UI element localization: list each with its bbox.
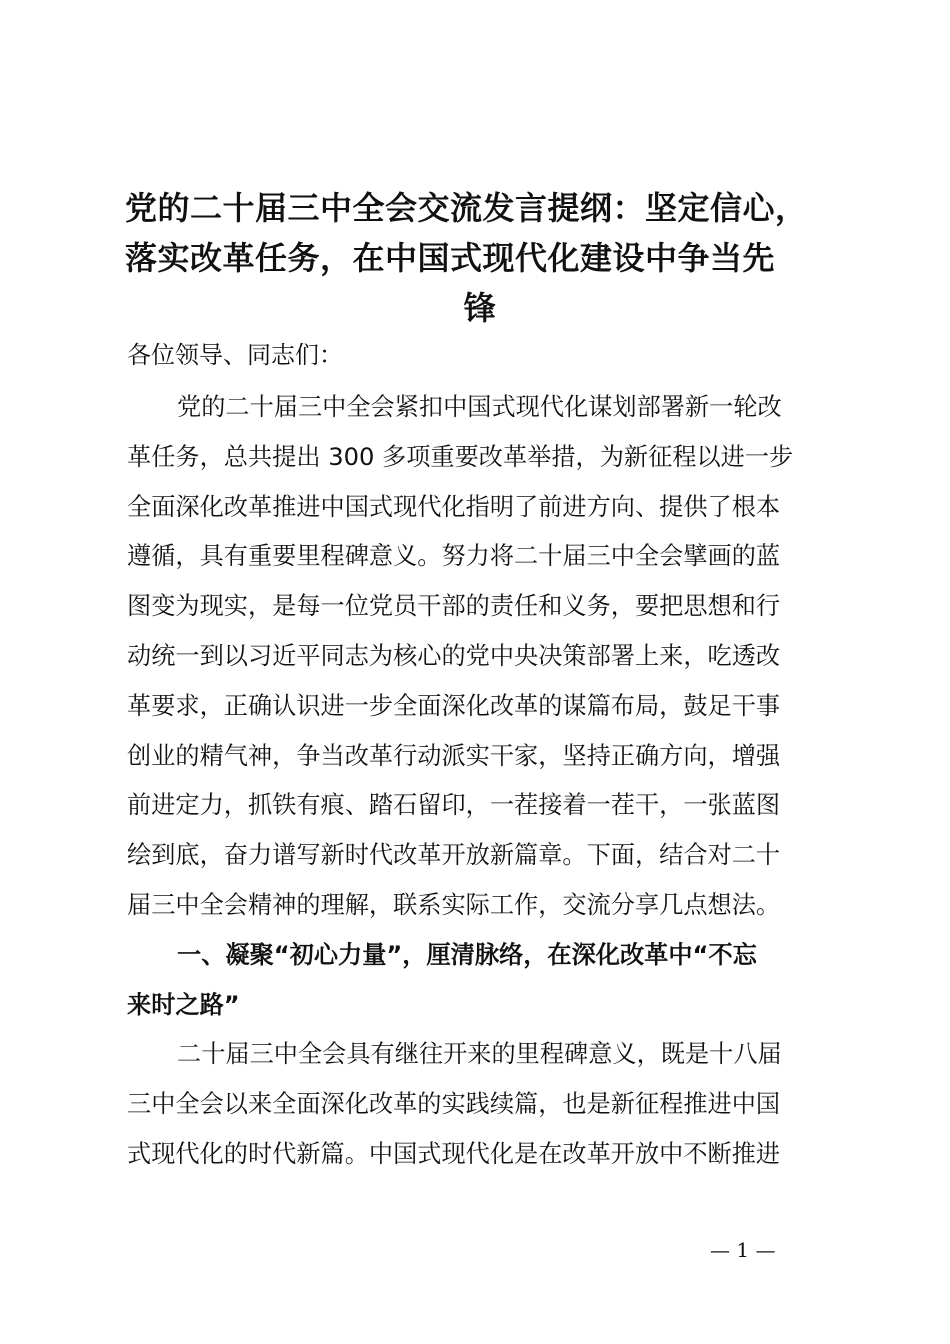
paragraph-line: 届三中全会精神的理解，联系实际工作，交流分享几点想法。 bbox=[127, 890, 781, 919]
paragraph-line: 创业的精气神，争当改革行动派实干家，坚持正确方向，增强 bbox=[127, 741, 781, 770]
document-title bbox=[125, 183, 835, 333]
title-line: 锋 bbox=[463, 289, 497, 327]
section-heading-line: 来时之路” bbox=[127, 990, 240, 1019]
salutation: 各位领导、同志们： bbox=[127, 341, 343, 369]
paragraph-line: 式现代化的时代新篇。中国式现代化是在改革开放中不断推进 bbox=[127, 1139, 781, 1168]
title-line: 落实改革任务，在中国式现代化建设中争当先 bbox=[125, 239, 776, 277]
paragraph-line: 革要求，正确认识进一步全面深化改革的谋篇布局，鼓足干事 bbox=[127, 691, 781, 720]
title-line: 党的二十届三中全会交流发言提纲：坚定信心， bbox=[125, 189, 808, 227]
paragraph-line: 党的二十届三中全会紧扣中国式现代化谋划部署新一轮改 bbox=[177, 393, 782, 421]
section-heading-line: 一、凝聚“初心力量”，厘清脉络，在深化改革中“不忘 bbox=[177, 940, 757, 969]
paragraph-line: 前进定力，抓铁有痕、踏石留印，一茬接着一茬干，一张蓝图 bbox=[127, 791, 781, 820]
paragraph-line: 全面深化改革推进中国式现代化指明了前进方向、提供了根本 bbox=[127, 492, 781, 521]
paragraph-line: 绘到底，奋力谱写新时代改革开放新篇章。下面，结合对二十 bbox=[127, 841, 781, 870]
paragraph-line: 革任务，总共提出 300 多项重要改革举措，为新征程以进一步 bbox=[127, 442, 794, 471]
paragraph-line: 图变为现实，是每一位党员干部的责任和义务，要把思想和行 bbox=[127, 592, 781, 621]
paragraph-line: 二十届三中全会具有继往开来的里程碑意义，既是十八届 bbox=[177, 1040, 782, 1069]
document-body bbox=[127, 383, 837, 1180]
page-number: — 1 — bbox=[710, 1238, 776, 1262]
paragraph-line: 遵循，具有重要里程碑意义。努力将二十届三中全会擘画的蓝 bbox=[127, 542, 781, 571]
paragraph-line: 三中全会以来全面深化改革的实践续篇，也是新征程推进中国 bbox=[127, 1090, 781, 1119]
paragraph-line: 动统一到以习近平同志为核心的党中央决策部署上来，吃透改 bbox=[127, 641, 781, 670]
